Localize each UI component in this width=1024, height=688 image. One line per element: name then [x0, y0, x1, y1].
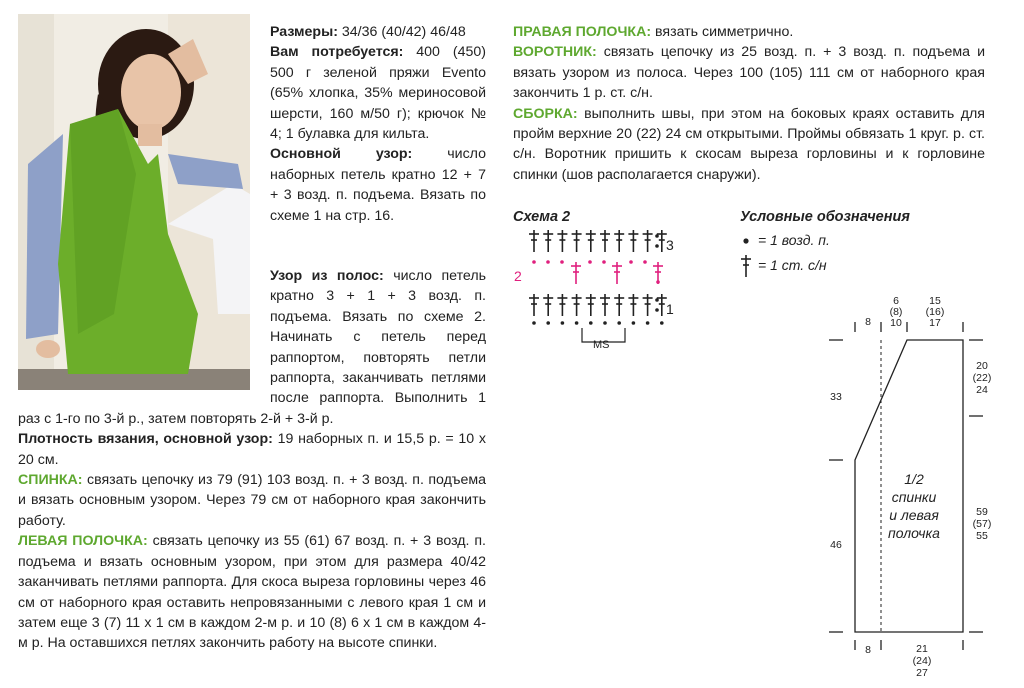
dim-neck-3: 10: [890, 317, 902, 329]
density-text: 19 наборных п. и 15,5 р. = 10 х 20 см.: [18, 431, 487, 468]
dc-stitch: [586, 230, 596, 252]
main-pattern-label: Основной узор:: [270, 146, 413, 163]
dc-stitch: [529, 230, 539, 252]
dc-stitch: [586, 294, 596, 316]
dc-stitch: [572, 294, 582, 316]
chain-stitch: [532, 260, 536, 264]
piece-label-4: полочка: [888, 525, 940, 541]
left-front-label: ЛЕВАЯ ПОЛОЧКА:: [18, 533, 148, 550]
chain-stitch: [546, 260, 550, 264]
assembly-text: выполнить швы, при этом на боковых краях оставить для пройм верхние 20 (22) 24 см открытыми. Проймы обвязать 1 круг. р. ст. с/н. Воротник пришить к скосам выреза горловины и к горловине спинки (шов располагается снаружи).: [513, 105, 985, 183]
main-pattern-paragraph: [270, 144, 486, 226]
chain-stitch: [617, 321, 621, 325]
chain-stitch: [603, 321, 607, 325]
piece-label-2: спинки: [891, 489, 937, 505]
collar-paragraph: [513, 42, 985, 103]
dim-total-2: (57): [972, 518, 992, 530]
back-label: СПИНКА:: [18, 472, 83, 489]
chain-stitch-icon: [743, 238, 748, 243]
chain-stitch: [588, 260, 592, 264]
dc-stitch: [529, 294, 539, 316]
dim-neck-2: (8): [889, 306, 903, 318]
chain-stitch: [646, 321, 650, 325]
collar-label: ВОРОТНИК:: [513, 44, 597, 61]
dim-bottom-left: 8: [865, 644, 871, 656]
stripe-pattern-text: число петель кратно 3 + 1 + 3 возд. п. подъема. Вязать по схеме 2. Начинать с петель перед раппортом, повторять петли раппорта, заканчивать петлями после раппорта. Выполнить 1 раз с 1-го по 3-й р., затем повторять 2-й + 3-й р.: [18, 268, 487, 427]
dc-stitch: [628, 294, 638, 316]
ms-label: MS: [593, 339, 610, 351]
collar-text: связать цепочку из 25 возд. п. + 3 возд. п. подъема и вязать узором из полоса. Через 100 (105) 111 см от наборного края закончить 1 р. ст. с/н.: [513, 44, 985, 102]
chain-stitch: [655, 298, 659, 302]
dim-left-upper: 33: [830, 391, 842, 403]
chain-stitch: [643, 260, 647, 264]
chain-stitch: [602, 260, 606, 264]
legend-item-1: = 1 возд. п.: [758, 232, 830, 248]
right-front-text: вязать симметрично.: [651, 24, 794, 40]
instructions-right: [513, 22, 985, 185]
sizes-paragraph: [270, 22, 486, 42]
back-paragraph: [18, 470, 486, 531]
legend-title: Условные обозначения: [740, 209, 910, 225]
dc-stitch: [557, 294, 567, 316]
dc-stitch: [600, 230, 610, 252]
chain-stitch: [660, 321, 664, 325]
ms-bracket: [582, 328, 625, 342]
chain-stitch: [575, 321, 579, 325]
chain-stitch: [560, 260, 564, 264]
dc-stitch: [643, 230, 653, 252]
materials-label: Вам потребуется:: [270, 44, 404, 61]
piece-label-3: и левая: [889, 507, 939, 523]
dc-stitch: [612, 262, 622, 284]
density-label: Плотность вязания, основной узор:: [18, 431, 273, 448]
dc-stitch: [614, 230, 624, 252]
pattern-piece: [829, 322, 983, 650]
dc-stitch: [543, 230, 553, 252]
sizes-label: Размеры:: [270, 24, 338, 40]
dc-stitch: [628, 230, 638, 252]
double-crochet-icon: [741, 255, 751, 277]
chain-stitch: [532, 321, 536, 325]
dc-stitch: [557, 230, 567, 252]
dim-bottom-1: 21: [916, 643, 928, 655]
chain-stitch: [656, 280, 660, 284]
dim-shoulder-3: 17: [929, 317, 941, 329]
dc-stitch: [653, 262, 663, 284]
dim-total-1: 59: [976, 506, 988, 518]
dim-armhole-3: 24: [976, 384, 988, 396]
dim-shoulder-1: 15: [929, 295, 941, 307]
dim-left-lower: 46: [830, 539, 842, 551]
dim-bottom-2: (24): [912, 655, 932, 667]
assembly-label: СБОРКА:: [513, 105, 578, 122]
dim-neck-1: 6: [893, 295, 899, 307]
right-front-paragraph: [513, 22, 985, 42]
dc-stitch: [600, 294, 610, 316]
scheme-row-1: 1: [666, 301, 674, 317]
dim-bottom-3: 27: [916, 667, 928, 679]
scheme-title: Схема 2: [513, 209, 571, 225]
chain-stitch: [629, 260, 633, 264]
instructions-top: [270, 22, 486, 226]
right-front-label: ПРАВАЯ ПОЛОЧКА:: [513, 24, 652, 40]
dim-shoulder-2: (16): [925, 306, 945, 318]
chain-stitch: [632, 321, 636, 325]
left-front-text: связать цепочку из 55 (61) 67 возд. п. + 3 возд. п. подъема и вязать основным узором, при этом для размера 40/42 заканчивать петлями раппорта. Для скоса выреза горловины через 46 см от наборного края оставить непровязанными с левого края 1 см и затем еще 3 (7) 11 х 1 см в каждом 2-м р. и 10 (8) 6 х 1 см в каждом 4-м р. На оставшихся петлях закончить работу на высоте спинки.: [18, 533, 487, 652]
sizes-values: 34/36 (40/42) 46/48: [337, 24, 466, 40]
chain-stitch: [655, 234, 659, 238]
materials-text: 400 (450) 500 г зеленой пряжи Evento (65% хлопка, 35% мериносовой шерсти, 160 м/50 г); крючок № 4; 1 булавка для кильта.: [270, 44, 486, 143]
dim-total-3: 55: [976, 530, 988, 542]
chain-stitch: [589, 321, 593, 325]
scheme-row-3: 3: [666, 237, 674, 253]
scheme-row-2: 2: [514, 268, 522, 284]
chain-stitch: [546, 321, 550, 325]
dc-stitch: [572, 230, 582, 252]
dc-stitch: [657, 230, 667, 252]
dc-stitch: [543, 294, 553, 316]
dc-stitch: [571, 262, 581, 284]
chain-stitch: [561, 321, 565, 325]
dc-stitch: [657, 294, 667, 316]
dim-armhole-1: 20: [976, 360, 988, 372]
dc-stitch: [614, 294, 624, 316]
density-paragraph: [18, 429, 486, 470]
legend-item-2: = 1 ст. с/н: [758, 257, 827, 273]
chain-stitch: [655, 244, 659, 248]
back-text: связать цепочку из 79 (91) 103 возд. п. + 3 возд. п. подъема и вязать основным узором. Через 79 см от наборного края закончить работу.: [18, 472, 486, 529]
scheme-grid: [529, 230, 667, 325]
stripe-pattern-label: Узор из полос:: [270, 268, 384, 284]
left-front-paragraph: [18, 531, 486, 653]
assembly-paragraph: [513, 104, 985, 186]
piece-label-1: 1/2: [904, 471, 924, 487]
main-pattern-text: число наборных петель кратно 12 + 7 + 3 возд. п. подъема. Вязать по схеме 1 на стр. 16.: [270, 146, 486, 224]
instructions-bottom: [18, 266, 486, 654]
materials-paragraph: [270, 42, 486, 144]
dim-armhole-2: (22): [972, 372, 992, 384]
dc-stitch: [643, 294, 653, 316]
chain-stitch: [655, 308, 659, 312]
dim-top-left: 8: [865, 316, 871, 328]
